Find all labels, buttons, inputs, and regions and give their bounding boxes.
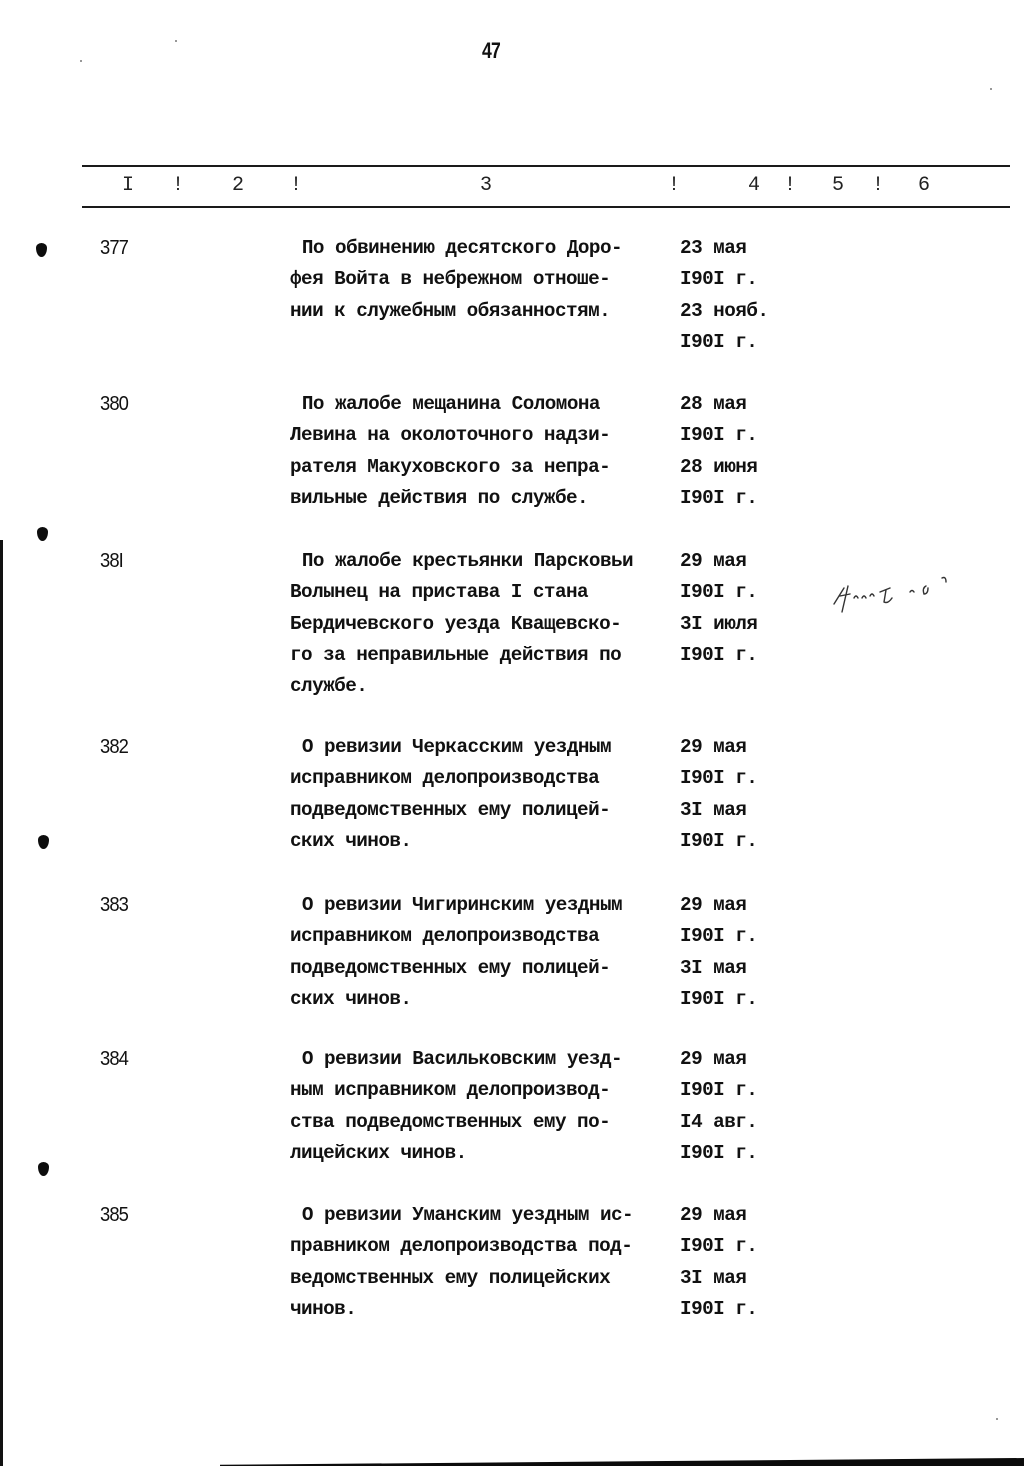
- entry-line: [290, 487, 757, 518]
- entry-description: фея Войта в небрежном отноше-: [290, 268, 611, 291]
- entry-line: [290, 581, 757, 612]
- entry-date: 23 нояб.: [680, 299, 769, 322]
- entry-line: [290, 767, 757, 798]
- entry-content: [290, 1204, 762, 1329]
- entry-line: [290, 799, 757, 830]
- scan-speck: [175, 40, 177, 42]
- entry-description: исправником делопроизводства: [290, 767, 600, 790]
- entry-line: [290, 830, 757, 861]
- header-top-rule: [82, 165, 1010, 167]
- entry-line: [290, 736, 757, 767]
- entry-date: I90I г.: [680, 925, 758, 948]
- entry-date: I4 авг.: [680, 1110, 758, 1133]
- column-header-5: 5: [832, 174, 845, 197]
- entry-description: службе.: [290, 675, 368, 698]
- entry-number: 385: [100, 1204, 128, 1226]
- entry-description: ства подведомственных ему по-: [290, 1110, 611, 1133]
- entry-line: [290, 1298, 757, 1329]
- punch-hole-mark: [36, 243, 47, 257]
- entry-date: I90I г.: [680, 1297, 758, 1320]
- page-number: 47: [482, 38, 500, 63]
- entry-description: подведомственных ему полицей-: [290, 798, 611, 821]
- entry-description: исправником делопроизводства: [290, 925, 600, 948]
- entry-content: [290, 550, 762, 706]
- entry-number: 383: [100, 894, 128, 916]
- scan-speck: [990, 88, 992, 90]
- entry-number: 38I: [100, 550, 123, 572]
- entry-date: 29 мая: [680, 550, 747, 572]
- entry-line: [290, 237, 768, 268]
- entry-date: 3I мая: [680, 798, 747, 821]
- entry-line: [290, 957, 757, 988]
- entry-date: 3I мая: [680, 956, 747, 979]
- entry-line: [290, 1111, 757, 1142]
- entry-content: [290, 1048, 762, 1173]
- entry-description: О ревизии Уманским уездным ис-: [301, 1204, 634, 1226]
- column-separator: !: [668, 174, 681, 197]
- column-header-4: 4: [748, 174, 761, 197]
- entry-line: [290, 644, 757, 675]
- entry-description: вильные действия по службе.: [290, 486, 589, 509]
- punch-hole-mark: [38, 835, 49, 849]
- entry-description: По обвинению десятского Доро-: [301, 237, 623, 259]
- entry-date: 3I июля: [680, 612, 758, 635]
- entry-number: 384: [100, 1048, 128, 1070]
- entry-line: [290, 393, 757, 424]
- entry-description: ведомственных ему полицейских: [290, 1266, 611, 1289]
- entry-line: [290, 1048, 757, 1079]
- entry-line: [290, 424, 757, 455]
- entry-date: I90I г.: [680, 424, 758, 447]
- entry-description: го за неправильные действия по: [290, 643, 622, 666]
- entry-date: 29 мая: [680, 1048, 747, 1070]
- entry-description: Волынец на пристава I стана: [290, 581, 589, 604]
- entry-line: [290, 1142, 757, 1173]
- entry-date: I90I г.: [680, 829, 758, 852]
- entry-description: чинов.: [290, 1297, 357, 1320]
- header-bottom-rule: [82, 206, 1010, 208]
- entry-date: I90I г.: [680, 643, 758, 666]
- column-separator: !: [784, 174, 797, 197]
- entry-line: [290, 1079, 757, 1110]
- scan-bottom-edge: [220, 1458, 1024, 1466]
- entry-date: I90I г.: [680, 268, 758, 291]
- entry-line: [290, 988, 757, 1019]
- column-header-6: 6: [918, 174, 931, 197]
- entry-description: О ревизии Васильковским уезд-: [301, 1048, 623, 1070]
- entry-date: I90I г.: [680, 581, 758, 604]
- column-header-3: 3: [480, 174, 493, 197]
- entry-date: 29 мая: [680, 736, 747, 758]
- entry-date: 23 мая: [680, 237, 747, 259]
- entry-line: [290, 894, 757, 925]
- entry-description: ным исправником делопроизвод-: [290, 1079, 611, 1102]
- entry-description: ских чинов.: [290, 829, 412, 852]
- scan-speck: [80, 60, 82, 62]
- entry-date: 28 мая: [680, 393, 747, 415]
- entry-date: I90I г.: [680, 330, 758, 353]
- punch-hole-mark: [37, 527, 48, 541]
- entry-description: ских чинов.: [290, 987, 412, 1010]
- entry-line: [290, 456, 757, 487]
- column-header-1: I: [122, 174, 135, 197]
- entry-date: I90I г.: [680, 987, 758, 1010]
- handwritten-annotation-icon: [830, 552, 990, 622]
- entry-line: [290, 331, 768, 362]
- entry-line: [290, 268, 768, 299]
- column-separator: !: [872, 174, 885, 197]
- entry-description: Левина на околоточного надзи-: [290, 424, 611, 447]
- scan-speck: [996, 1418, 998, 1420]
- entry-number: 377: [100, 237, 128, 259]
- entry-line: [290, 613, 757, 644]
- entry-description: нии к служебным обязанностям.: [290, 299, 611, 322]
- entry-date: I90I г.: [680, 767, 758, 790]
- entry-description: подведомственных ему полицей-: [290, 956, 611, 979]
- entry-date: 29 мая: [680, 1204, 747, 1226]
- entry-description: лицейских чинов.: [290, 1141, 467, 1164]
- entry-date: I90I г.: [680, 1235, 758, 1258]
- entry-date: 3I мая: [680, 1266, 747, 1289]
- entry-date: 28 июня: [680, 455, 758, 478]
- entry-line: [290, 925, 757, 956]
- entry-content: [290, 237, 773, 362]
- entry-line: [290, 300, 768, 331]
- entry-number: 382: [100, 736, 128, 758]
- entry-line: [290, 1235, 757, 1266]
- scan-left-edge: [0, 540, 3, 1466]
- entry-line: [290, 550, 757, 581]
- entry-date: I90I г.: [680, 1141, 758, 1164]
- entry-content: [290, 894, 762, 1019]
- punch-hole-mark: [38, 1162, 49, 1176]
- column-header-2: 2: [232, 174, 245, 197]
- entry-content: [290, 736, 762, 861]
- entry-date: I90I г.: [680, 486, 758, 509]
- entry-date: 29 мая: [680, 894, 747, 916]
- entry-content: [290, 393, 762, 518]
- entry-line: [290, 675, 757, 706]
- entry-line: [290, 1267, 757, 1298]
- entry-description: правником делопроизводства под-: [290, 1235, 633, 1258]
- entry-line: [290, 1204, 757, 1235]
- entry-number: 380: [100, 393, 128, 415]
- entry-date: I90I г.: [680, 1079, 758, 1102]
- column-separator: !: [172, 174, 185, 197]
- column-separator: !: [290, 174, 303, 197]
- entry-description: О ревизии Чигиринским уездным: [301, 894, 623, 916]
- entry-description: Бердичевского уезда Кващевско-: [290, 612, 622, 635]
- entry-description: По жалобе мещанина Соломона: [301, 393, 600, 415]
- entry-description: По жалобе крестьянки Парсковьи: [301, 550, 634, 572]
- entry-description: О ревизии Черкасским уездным: [301, 736, 612, 758]
- entry-description: рателя Макуховского за непра-: [290, 455, 611, 478]
